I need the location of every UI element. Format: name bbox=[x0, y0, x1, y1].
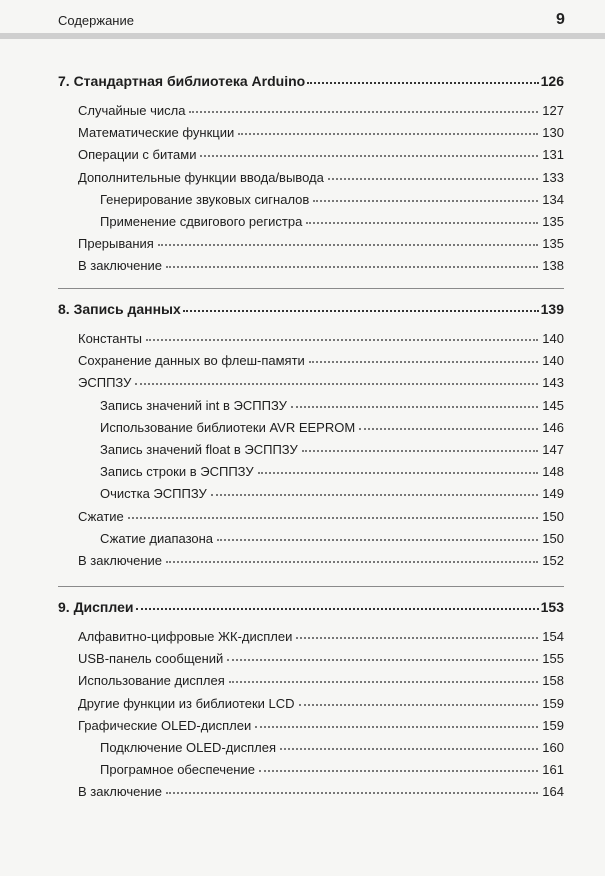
entry-title: Константы bbox=[78, 331, 142, 346]
dot-leader bbox=[183, 309, 539, 312]
entry-page: 139 bbox=[540, 301, 564, 317]
entry-page: 159 bbox=[542, 696, 564, 711]
entry-title: Алфавитно-цифровые ЖК-дисплеи bbox=[78, 629, 293, 644]
entry-title: Сжатие bbox=[78, 509, 124, 524]
dot-leader bbox=[306, 221, 538, 224]
entry-page: 131 bbox=[542, 147, 564, 162]
subsection-entry bbox=[100, 442, 564, 457]
entry-page: 135 bbox=[542, 236, 564, 251]
entry-title: Сжатие диапазона bbox=[100, 531, 214, 546]
section-entry bbox=[78, 353, 564, 368]
page-header bbox=[0, 0, 605, 40]
section-entry bbox=[78, 125, 564, 140]
dot-leader bbox=[128, 516, 539, 519]
dot-leader bbox=[200, 154, 538, 157]
entry-title: Операции с битами bbox=[78, 147, 197, 162]
entry-page: 154 bbox=[542, 629, 564, 644]
chapter-separator bbox=[58, 288, 564, 289]
entry-page: 159 bbox=[542, 718, 564, 733]
dot-leader bbox=[299, 703, 539, 706]
chapter-heading bbox=[58, 599, 564, 615]
entry-page: 138 bbox=[542, 258, 564, 273]
entry-page: 158 bbox=[542, 673, 564, 688]
dot-leader bbox=[166, 265, 538, 268]
section-entry bbox=[78, 236, 564, 251]
dot-leader bbox=[217, 538, 538, 541]
subsection-entry bbox=[100, 214, 564, 229]
entry-title: Применение сдвигового регистра bbox=[100, 214, 303, 229]
entry-title: ЭСППЗУ bbox=[78, 375, 132, 390]
entry-page: 140 bbox=[542, 331, 564, 346]
entry-title: 8. Запись данных bbox=[58, 301, 181, 317]
dot-leader bbox=[229, 680, 539, 683]
subsection-entry bbox=[100, 398, 564, 413]
entry-title: Графические OLED-дисплеи bbox=[78, 718, 252, 733]
entry-title: USB-панель сообщений bbox=[78, 651, 224, 666]
dot-leader bbox=[307, 81, 538, 84]
dot-leader bbox=[146, 338, 538, 341]
entry-title: Очистка ЭСППЗУ bbox=[100, 486, 207, 501]
entry-title: Запись строки в ЭСППЗУ bbox=[100, 464, 254, 479]
dot-leader bbox=[302, 449, 539, 452]
entry-page: 127 bbox=[542, 103, 564, 118]
section-entry bbox=[78, 331, 564, 346]
section-entry bbox=[78, 258, 564, 273]
chapter-separator bbox=[58, 586, 564, 587]
entry-page: 140 bbox=[542, 353, 564, 368]
dot-leader bbox=[309, 360, 538, 363]
entry-page: 130 bbox=[542, 125, 564, 140]
chapter-heading bbox=[58, 301, 564, 317]
dot-leader bbox=[255, 725, 538, 728]
section-entry bbox=[78, 375, 564, 390]
dot-leader bbox=[166, 560, 538, 563]
entry-page: 133 bbox=[542, 170, 564, 185]
section-entry bbox=[78, 147, 564, 162]
subsection-entry bbox=[100, 192, 564, 207]
entry-title: 9. Дисплеи bbox=[58, 599, 134, 615]
dot-leader bbox=[227, 658, 538, 661]
dot-leader bbox=[135, 382, 538, 385]
entry-page: 164 bbox=[542, 784, 564, 799]
running-header-title: Содержание bbox=[58, 13, 134, 28]
dot-leader bbox=[189, 110, 538, 113]
entry-title: 7. Стандартная библиотека Arduino bbox=[58, 73, 306, 89]
entry-page: 134 bbox=[542, 192, 564, 207]
section-entry bbox=[78, 718, 564, 733]
dot-leader bbox=[328, 177, 538, 180]
dot-leader bbox=[359, 427, 538, 430]
dot-leader bbox=[259, 769, 538, 772]
entry-page: 146 bbox=[542, 420, 564, 435]
entry-title: В заключение bbox=[78, 258, 163, 273]
entry-page: 153 bbox=[540, 599, 564, 615]
entry-page: 150 bbox=[542, 531, 564, 546]
entry-page: 152 bbox=[542, 553, 564, 568]
subsection-entry bbox=[100, 464, 564, 479]
entry-title: Генерирование звуковых сигналов bbox=[100, 192, 310, 207]
entry-page: 135 bbox=[542, 214, 564, 229]
section-entry bbox=[78, 651, 564, 666]
entry-title: Математические функции bbox=[78, 125, 235, 140]
dot-leader bbox=[158, 243, 538, 246]
section-entry bbox=[78, 629, 564, 644]
entry-title: Запись значений float в ЭСППЗУ bbox=[100, 442, 298, 457]
entry-title: Програмное обеспечение bbox=[100, 762, 255, 777]
entry-page: 160 bbox=[542, 740, 564, 755]
entry-page: 155 bbox=[542, 651, 564, 666]
chapter-heading bbox=[58, 73, 564, 89]
dot-leader bbox=[280, 747, 538, 750]
entry-title: Случайные числа bbox=[78, 103, 186, 118]
entry-title: Другие функции из библиотеки LCD bbox=[78, 696, 295, 711]
header-rule bbox=[0, 33, 605, 39]
subsection-entry bbox=[100, 531, 564, 546]
entry-page: 149 bbox=[542, 486, 564, 501]
entry-page: 150 bbox=[542, 509, 564, 524]
entry-title: В заключение bbox=[78, 553, 163, 568]
subsection-entry bbox=[100, 486, 564, 501]
subsection-entry bbox=[100, 762, 564, 777]
dot-leader bbox=[291, 405, 538, 408]
subsection-entry bbox=[100, 420, 564, 435]
dot-leader bbox=[313, 199, 538, 202]
entry-page: 145 bbox=[542, 398, 564, 413]
section-entry bbox=[78, 784, 564, 799]
entry-title: В заключение bbox=[78, 784, 163, 799]
entry-title: Использование дисплея bbox=[78, 673, 225, 688]
section-entry bbox=[78, 553, 564, 568]
entry-page: 143 bbox=[542, 375, 564, 390]
dot-leader bbox=[211, 493, 538, 496]
entry-title: Сохранение данных во флеш-памяти bbox=[78, 353, 305, 368]
section-entry bbox=[78, 170, 564, 185]
entry-page: 148 bbox=[542, 464, 564, 479]
entry-title: Подключение OLED-дисплея bbox=[100, 740, 277, 755]
entry-title: Прерывания bbox=[78, 236, 154, 251]
entry-title: Дополнительные функции ввода/вывода bbox=[78, 170, 324, 185]
section-entry bbox=[78, 696, 564, 711]
dot-leader bbox=[296, 636, 538, 639]
entry-page: 147 bbox=[542, 442, 564, 457]
entry-page: 126 bbox=[540, 73, 564, 89]
subsection-entry bbox=[100, 740, 564, 755]
page-number: 9 bbox=[556, 11, 565, 28]
dot-leader bbox=[166, 791, 538, 794]
entry-title: Запись значений int в ЭСППЗУ bbox=[100, 398, 287, 413]
dot-leader bbox=[258, 471, 539, 474]
entry-title: Использование библиотеки AVR EEPROM bbox=[100, 420, 356, 435]
section-entry bbox=[78, 673, 564, 688]
dot-leader bbox=[136, 607, 539, 610]
entry-page: 161 bbox=[542, 762, 564, 777]
section-entry bbox=[78, 509, 564, 524]
section-entry bbox=[78, 103, 564, 118]
dot-leader bbox=[238, 132, 538, 135]
